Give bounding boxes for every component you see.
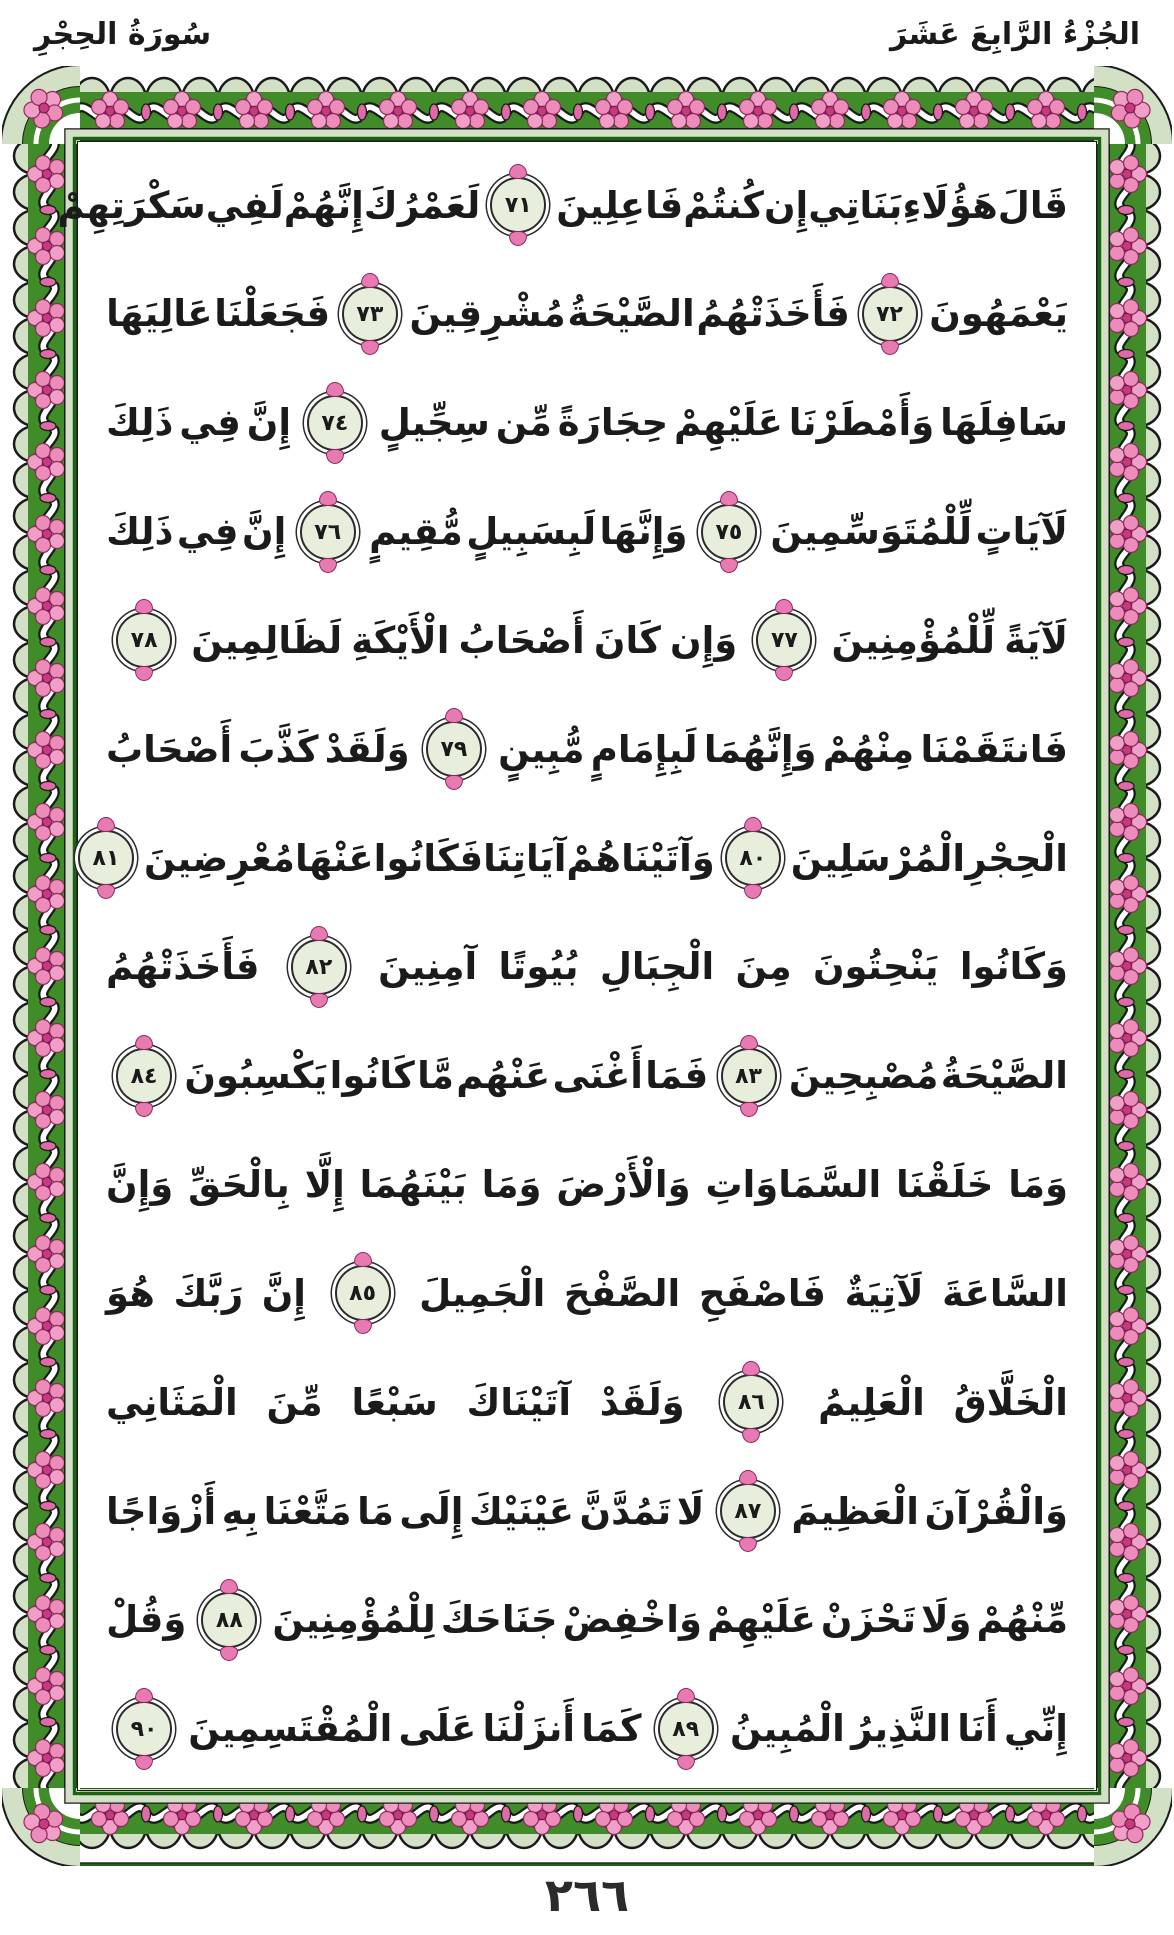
quran-word: لَبِإِمَامٍ	[590, 727, 698, 771]
quran-word: سَكْرَتِهِمْ	[57, 183, 206, 227]
quran-word: إِنَّ	[261, 1271, 306, 1315]
quran-word: وَإِنَّ	[106, 1163, 174, 1207]
quran-word: أَصْحَابُ	[458, 618, 585, 662]
quran-word: مِنْهُمْ	[822, 727, 915, 771]
verse-number: ٧٩	[440, 737, 468, 763]
verse-number: ٨٦	[738, 1390, 765, 1416]
quran-word: عَلَيْهِمْ	[674, 401, 783, 445]
quran-word: أَنَا	[957, 1707, 998, 1751]
quran-word: بَيْنَهُمَا	[359, 1163, 467, 1207]
quran-word: إِنِّي	[1003, 1707, 1068, 1751]
verse-number-medallion	[78, 830, 134, 886]
quran-word: مِّن	[495, 401, 552, 445]
verse-number-medallion	[116, 612, 172, 668]
verse-number-medallion	[426, 721, 482, 777]
quran-word: مُّبِينٍ	[498, 727, 585, 771]
quran-word: فَأَخَذَتْهُمُ	[106, 945, 260, 989]
quran-word: خَلَقْنَا	[895, 1163, 994, 1207]
quran-word: إِنَّهُمْ	[283, 183, 364, 227]
quran-word: أَنزَلْنَا	[482, 1707, 576, 1751]
verse-number: ٧٤	[321, 410, 349, 436]
quran-word: فَكَانُوا	[373, 836, 484, 880]
quran-word: مَا	[357, 1489, 394, 1533]
verse-number: ٧٦	[314, 519, 342, 545]
quran-word: كَذَّبَ	[238, 727, 319, 771]
quran-word: سَبْعًا	[351, 1380, 438, 1424]
quran-word: مُشْرِقِينَ	[409, 292, 566, 336]
quran-word: إِنَّ	[246, 401, 291, 445]
quran-word: السَّمَاوَاتِ	[705, 1163, 882, 1207]
quran-word: فَمَا	[645, 1054, 709, 1098]
quran-word: فَاعِلِينَ	[556, 183, 684, 227]
mushaf-line	[106, 587, 1068, 693]
quran-word: وَإِنَّهُمَا	[703, 727, 817, 771]
quran-word: عَالِيَهَا	[106, 292, 213, 336]
quran-word: فَانتَقَمْنَا	[920, 727, 1068, 771]
quran-word: فَأَخَذَتْهُمُ	[696, 292, 850, 336]
quran-word: لَفِي	[205, 183, 284, 227]
mushaf-line	[57, 152, 1068, 258]
quran-word: السَّاعَةَ	[942, 1271, 1068, 1315]
quran-word: أَغْنَى	[552, 1054, 643, 1098]
quran-word: الْحِجْرِ	[965, 836, 1068, 880]
quran-word: لَآيَةً	[1004, 618, 1068, 662]
quran-word: تَحْزَنْ	[820, 1598, 917, 1642]
quran-word: لَا	[676, 1489, 705, 1533]
quran-word: تَمُدَّنَّ	[579, 1489, 672, 1533]
mushaf-line	[106, 1458, 1068, 1564]
quran-word: بِالْحَقِّ	[188, 1163, 290, 1207]
verse-number: ٨٤	[130, 1063, 158, 1089]
quran-word: بِهِ	[221, 1489, 259, 1533]
mushaf-line	[106, 370, 1068, 476]
verse-number: ٧٣	[356, 301, 384, 327]
quran-word: حِجَارَةً	[557, 401, 669, 445]
quran-word: الْمَثَانِي	[106, 1380, 238, 1424]
quran-word: لَبِسَبِيلٍ	[466, 510, 597, 554]
quran-word: مُّقِيمٍ	[369, 510, 463, 554]
quran-word: وَاخْفِضْ	[562, 1598, 702, 1642]
quran-word: جَنَاحَكَ	[440, 1598, 558, 1642]
quran-word: النَّذِيرُ	[851, 1707, 952, 1751]
quran-word: وَآتَيْنَاهُمْ	[566, 836, 715, 880]
quran-word: وَلَا	[921, 1598, 972, 1642]
verse-number-medallion	[490, 177, 546, 233]
quran-word: الْجِبَالِ	[599, 945, 715, 989]
quran-word: مُصْبِحِينَ	[788, 1054, 939, 1098]
quran-word: فِي	[176, 510, 239, 554]
quran-word: الْعَلِيمُ	[818, 1380, 925, 1424]
quran-word: أَزْوَاجًا	[106, 1489, 217, 1533]
quran-word: الْجَمِيلَ	[419, 1271, 546, 1315]
mushaf-line	[106, 479, 1068, 585]
quran-word: وَلَقَدْ	[324, 727, 410, 771]
page-number: ٢٦٦	[544, 1868, 630, 1922]
quran-word: مَّا	[417, 1054, 454, 1098]
quran-word: وَكَانُوا	[959, 945, 1068, 989]
quran-word: أَصْحَابُ	[106, 727, 233, 771]
quran-word: لِّلْمُتَوَسِّمِينَ	[770, 510, 973, 554]
quran-word: عَيْنَيْكَ	[468, 1489, 575, 1533]
mushaf-line	[106, 1023, 1068, 1129]
quran-word: لِلْمُؤْمِنِينَ	[272, 1598, 436, 1642]
verse-number-medallion	[116, 1701, 172, 1757]
quran-word: الصَّفْحَ	[563, 1271, 681, 1315]
quran-word: الْأَيْكَةِ	[351, 618, 450, 662]
quran-word: فِي	[179, 401, 241, 445]
quran-word: وَمَا	[1008, 1163, 1068, 1207]
quran-word: قَالَ	[997, 183, 1068, 227]
verse-number: ٨٥	[349, 1281, 376, 1307]
quran-word: إِلَى	[399, 1489, 464, 1533]
mushaf-line	[106, 1240, 1068, 1346]
mushaf-line	[106, 1567, 1068, 1673]
verse-number-medallion	[862, 286, 918, 342]
quran-word: الْمُبِينُ	[729, 1707, 845, 1751]
quran-word: لَآيَاتٍ	[975, 510, 1068, 554]
verse-number-medallion	[291, 939, 347, 995]
quran-word: وَلَقَدْ	[599, 1380, 685, 1424]
quran-word: عَلَى	[398, 1707, 477, 1751]
verse-number-medallion	[307, 395, 363, 451]
verse-number-medallion	[116, 1048, 172, 1104]
quran-word: ذَلِكَ	[106, 510, 174, 554]
quran-word: إِلَّا	[304, 1163, 345, 1207]
quran-word: ذَلِكَ	[106, 401, 174, 445]
quran-word: فَجَعَلْنَا	[214, 292, 331, 336]
quran-word: بُيُوتًا	[498, 945, 579, 989]
quran-word: الْعَظِيمَ	[791, 1489, 919, 1533]
quran-word: سَافِلَهَا	[940, 401, 1068, 445]
quran-word: لَعَمْرُكَ	[363, 183, 481, 227]
quran-word: وَالْأَرْضَ	[556, 1163, 691, 1207]
verse-number: ٨٩	[672, 1716, 700, 1742]
verse-number-medallion	[723, 1374, 779, 1430]
juz-title: الجُزْءُ الرَّابِعَ عَشَرَ	[890, 16, 1140, 52]
quran-word: لَآتِيَةٌ	[844, 1271, 924, 1315]
quran-word: وَقُلْ	[106, 1598, 187, 1642]
quran-word: مَتَّعْنَا	[263, 1489, 352, 1533]
verse-number: ٧١	[504, 193, 532, 218]
mushaf-line	[106, 914, 1068, 1020]
quran-word: مُعْرِضِينَ	[143, 836, 295, 880]
verse-number: ٧٥	[715, 519, 743, 545]
quran-word: فَاصْفَحِ	[698, 1271, 826, 1315]
quran-word: يَنْحِتُونَ	[812, 945, 939, 989]
mushaf-line	[106, 696, 1068, 802]
verse-number-medallion	[721, 1048, 777, 1104]
verse-number-medallion	[342, 286, 398, 342]
mushaf-line	[106, 1132, 1068, 1238]
quran-word: الْمُقْتَسِمِينَ	[188, 1707, 393, 1751]
quran-word: كَانُوا	[329, 1054, 415, 1098]
quran-word: عَنْهُم	[456, 1054, 551, 1098]
verse-number-medallion	[658, 1701, 714, 1757]
quran-word: وَالْقُرْآنَ	[924, 1489, 1068, 1533]
verse-number: ٧٧	[770, 628, 798, 654]
quran-word: الصَّيْحَةُ	[940, 1054, 1068, 1098]
verse-number-medallion	[335, 1265, 391, 1321]
verse-number: ٨٢	[305, 954, 333, 980]
verse-number: ٧٨	[130, 628, 158, 654]
quran-word: بَنَاتِي	[808, 183, 903, 227]
quran-word: الصَّيْحَةُ	[567, 292, 695, 336]
verse-number: ٨١	[92, 846, 120, 872]
quran-word: عَنْهَا	[294, 836, 374, 880]
quran-word: عَلَيْهِمْ	[706, 1598, 816, 1642]
verse-number: ٧٢	[876, 301, 903, 327]
quran-word: وَمَا	[481, 1163, 542, 1207]
quran-word: هُوَ	[106, 1271, 155, 1315]
quran-word: آتَيْنَاكَ	[466, 1380, 572, 1424]
quran-word: لَظَالِمِينَ	[191, 618, 343, 662]
verse-number-medallion	[720, 1483, 776, 1539]
quran-word: كَانَ	[593, 618, 661, 662]
verse-number: ٩٠	[130, 1716, 158, 1742]
verse-number-medallion	[756, 612, 812, 668]
quran-word: الْخَلَّاقُ	[953, 1380, 1068, 1424]
quran-word: إِن	[763, 183, 809, 227]
verse-number-medallion	[725, 830, 781, 886]
mushaf-line	[92, 805, 1068, 911]
quran-word: وَإِن	[670, 618, 738, 662]
verse-number: ٨٧	[734, 1499, 762, 1525]
quran-word: إِنَّ	[241, 510, 287, 554]
verse-number: ٨٨	[215, 1607, 243, 1633]
surah-title: سُورَةُ الحِجْرِ	[34, 16, 212, 52]
verse-number-medallion	[701, 504, 757, 560]
verse-number-medallion	[201, 1592, 257, 1648]
quran-word: آمِنِينَ	[378, 945, 478, 989]
verse-number: ٨٠	[739, 846, 767, 872]
quran-word: مِّنَ	[266, 1380, 323, 1424]
mushaf-line	[106, 1676, 1068, 1782]
quran-word: كَمَا	[581, 1707, 642, 1751]
quran-word: يَعْمَهُونَ	[929, 292, 1068, 336]
mushaf-line	[106, 261, 1068, 367]
quran-word: لِّلْمُؤْمِنِينَ	[831, 618, 995, 662]
quran-word: وَإِنَّهَا	[599, 510, 688, 554]
quran-word: كُنتُمْ	[683, 183, 764, 227]
quran-word: سِجِّيلٍ	[378, 401, 490, 445]
quran-word: مِّنْهُمْ	[976, 1598, 1068, 1642]
quran-word: رَبَّكَ	[173, 1271, 244, 1315]
mushaf-lines	[57, 152, 1068, 1782]
quran-word: مِنَ	[735, 945, 792, 989]
quran-word: يَكْسِبُونَ	[184, 1054, 328, 1098]
quran-word: آيَاتِنَا	[483, 836, 567, 880]
verse-number-medallion	[300, 504, 356, 560]
verse-number: ٨٣	[735, 1063, 762, 1089]
mushaf-line	[106, 1349, 1068, 1455]
quran-word: وَأَمْطَرْنَا	[788, 401, 935, 445]
quran-word: هَؤُلَاءِ	[902, 183, 998, 227]
quran-word: الْمُرْسَلِينَ	[790, 836, 966, 880]
